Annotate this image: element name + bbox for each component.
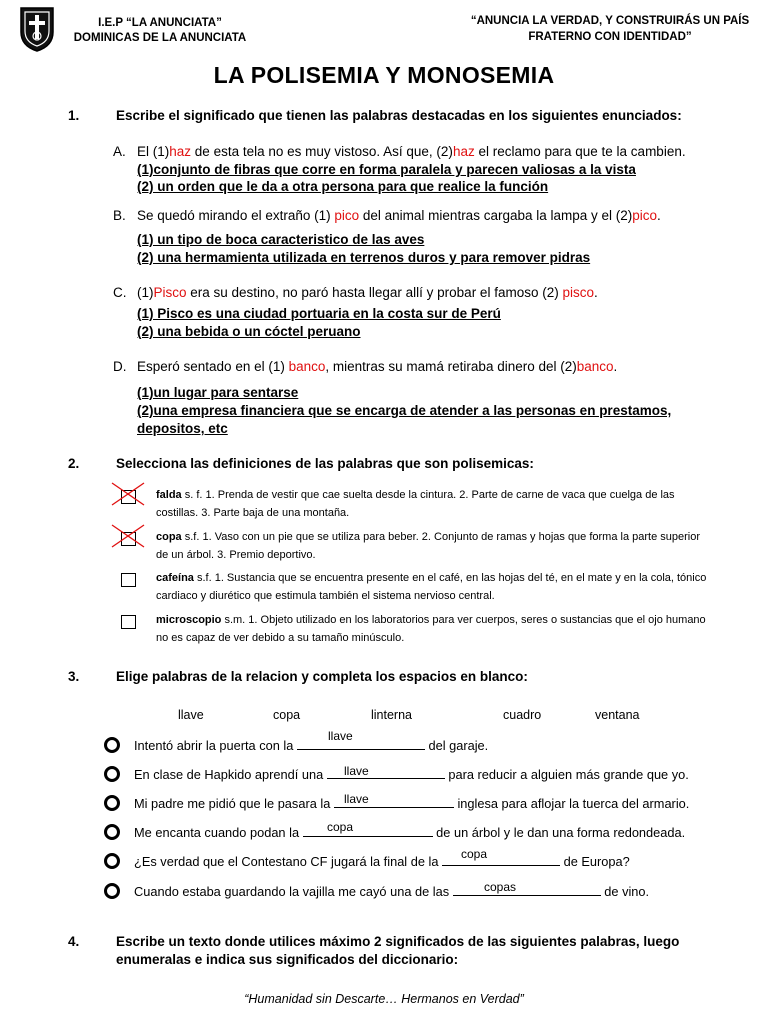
wordbank-item: llave [178, 708, 204, 722]
handwritten-answer: copa [461, 847, 488, 861]
question-1-text: Escribe el significado que tienen las palabras destacadas en los siguientes enunciados: [116, 108, 682, 123]
fill-sentence: Me encanta cuando podan la de un árbol y le dan una forma redondeada. [134, 825, 686, 840]
answer-b-2: (2) una hermamienta utilizada en terrenos duros y para remover pidras [137, 250, 591, 265]
wordbank-item: cuadro [503, 708, 542, 722]
question-3-number: 3. [68, 669, 80, 684]
sentence-a: A. El (1)haz de esta tela no es muy vistoso. Así que, (2)haz el reclamo para que te la cambien. [113, 144, 686, 159]
handwritten-answer: copas [484, 880, 517, 894]
fill-sentence: ¿Es verdad que el Contestano CF jugará la final de la de Europa? [134, 854, 630, 869]
fill-sentence: Mi padre me pidió que le pasara la inglesa para aflojar la tuerca del armario. [134, 796, 690, 811]
footer-slogan: “Humanidad sin Descarte… Hermanos en Verdad” [244, 992, 524, 1006]
answer-c-2: (2) una bebida o un cóctel peruano [137, 324, 361, 339]
answer-d-3: depositos, etc [137, 421, 228, 436]
handwritten-answer: llave [344, 792, 369, 806]
highlight-word: pico [632, 208, 658, 223]
highlight-word: haz [452, 144, 475, 159]
blank-field[interactable] [297, 738, 425, 750]
definition-microscopio: microscopio s.m. 1. Objeto utilizado en los laboratorios para ver cuerpos, seres o sustancias que el ojo humano no es capaz de ver debido a su tamaño minúsculo. [156, 614, 706, 644]
blank-field[interactable] [327, 767, 445, 779]
highlight-word: pisco [562, 285, 594, 300]
sentence-c: C. (1)Pisco era su destino, no paró hasta llegar allí y probar el famoso (2) pisco. [113, 285, 598, 300]
handwritten-answer: llave [344, 764, 369, 778]
checkbox-microscopio[interactable] [121, 615, 136, 629]
answer-d-2: (2)una empresa financiera que se encarga de atender a las personas en prestamos, [137, 403, 672, 418]
sentence-d: D. Esperó sentado en el (1) banco, mientras su mamá retiraba dinero del (2)banco. [113, 359, 618, 374]
fill-sentence: Intentó abrir la puerta con la del garaje. [134, 738, 489, 753]
bullet-circle-icon [104, 795, 120, 811]
handwritten-answer: llave [328, 729, 353, 743]
highlight-word: pico [334, 208, 360, 223]
question-2-text: Selecciona las definiciones de las palabras que son polisemicas: [116, 456, 534, 471]
question-3-text: Elige palabras de la relacion y completa los espacios en blanco: [116, 669, 528, 684]
school-name: I.E.P “LA ANUNCIATA” DOMINICAS DE LA ANUNCIATA [73, 17, 247, 44]
answer-d-1: (1)un lugar para sentarse [137, 385, 299, 400]
sentence-b: B. Se quedó mirando el extraño (1) pico del animal mientras cargaba la lampa y el (2)pico. [113, 208, 661, 223]
blank-field[interactable] [303, 825, 433, 837]
question-1-number: 1. [68, 108, 80, 123]
answer-a-1: (1)conjunto de fibras que corre en forma paralela y parecen valiosas a la vista [137, 162, 636, 177]
handwritten-answer: copa [327, 820, 354, 834]
question-2-number: 2. [68, 456, 80, 471]
red-cross-mark-icon [110, 523, 146, 549]
definition-falda: falda s. f. 1. Prenda de vestir que cae suelta desde la cintura. 2. Parte de carne de vaca que cuelga de las costillas. 3. Parte baja de una montaña. [156, 489, 675, 519]
school-crest-icon [19, 6, 55, 52]
blank-field[interactable] [453, 884, 601, 896]
definition-copa: copa s.f. 1. Vaso con un pie que se utiliza para beber. 2. Conjunto de ramas y hojas que forma la parte superior de un árbol. 3. Premio deportivo. [156, 531, 701, 561]
highlight-word: banco [576, 359, 614, 374]
question-4-number: 4. [68, 934, 80, 949]
blank-field[interactable] [442, 854, 560, 866]
bullet-circle-icon [104, 737, 120, 753]
definition-cafeina: cafeína s.f. 1. Sustancia que se encuentra presente en el café, en las hojas del té, en el mate y en la cola, tónico cardiaco y diurético que estimula también el sistema nervioso central. [156, 572, 707, 602]
answer-c-1: (1) Pisco es una ciudad portuaria en la costa sur de Perú [137, 306, 501, 321]
bullet-circle-icon [104, 883, 120, 899]
highlight-word: banco [288, 359, 326, 374]
red-cross-mark-icon [110, 481, 146, 507]
page-title: LA POLISEMIA Y MONOSEMIA [213, 62, 555, 88]
question-4-text: Escribe un texto donde utilices máximo 2 significados de las siguientes palabras, luego enumeralas e indica sus significados del diccionario: [116, 934, 680, 967]
highlight-word: haz [169, 144, 192, 159]
bullet-circle-icon [104, 824, 120, 840]
wordbank-item: linterna [371, 708, 412, 722]
fill-sentence: En clase de Hapkido aprendí una para reducir a alguien más grande que yo. [134, 767, 689, 782]
school-motto: “ANUNCIA LA VERDAD, Y CONSTRUIRÁS UN PAÍS FRATERNO CON IDENTIDAD” [470, 15, 750, 43]
bullet-circle-icon [104, 766, 120, 782]
highlight-word: Pisco [153, 285, 187, 300]
answer-a-2: (2) un orden que le da a otra persona para que realice la función [137, 179, 549, 194]
fill-sentence: Cuando estaba guardando la vajilla me cayó una de las de vino. [134, 884, 650, 899]
blank-field[interactable] [334, 796, 454, 808]
wordbank-item: ventana [595, 708, 640, 722]
checkbox-cafeina[interactable] [121, 573, 136, 587]
bullet-circle-icon [104, 853, 120, 869]
answer-b-1: (1) un tipo de boca caracteristico de las aves [137, 232, 425, 247]
wordbank-item: copa [273, 708, 301, 722]
